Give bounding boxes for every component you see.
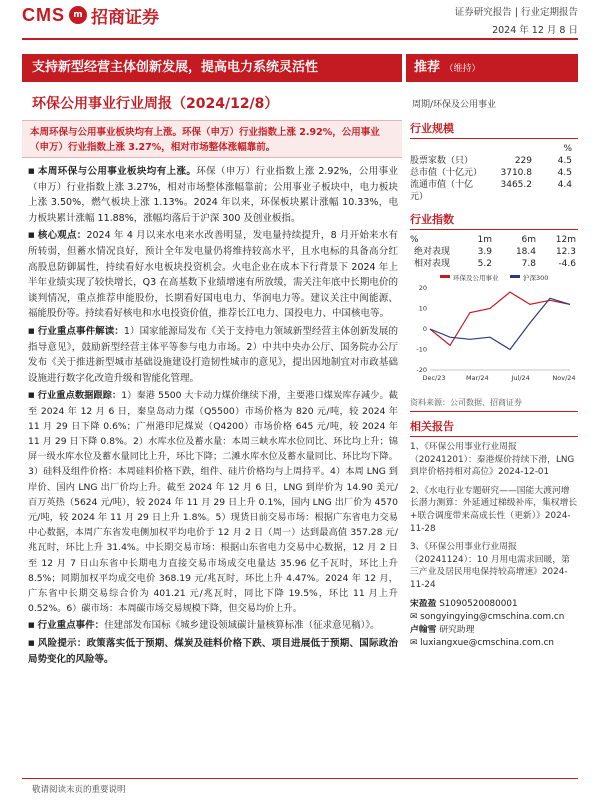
- related-reports: [410, 441, 578, 592]
- legend-swatch: [510, 275, 520, 278]
- paragraph-text: 政策落实低于预期、煤炭及硅料价格下跌、项目进展低于预期、国际政治局势变化的风险等。: [28, 637, 398, 665]
- legend-label: 环保及公用事业: [453, 274, 499, 282]
- report-type: 证券研究报告 | 行业定期报告: [454, 7, 578, 18]
- paragraph-text: 2024 年 4 月以来水电来水改善明显，发电量持续提升，8 月开始来水有所转弱，但蓄水情况良好，预计全年发电量仍将维持较高水平，且水电标的具备高分红高股息防御属性，持续看好水电板块投资机会。火电企业在成本下行背景下 2024 年上半年业绩实现了较快增长，Q3 在高基数下业绩增速有所放缓，需关注年底中长期电价的谈判情况，重点推荐申能股份，长期看好国电电力、华润电力等。建议关注中闽能源、福能股份等。持续看好核电和水电投资价值，推荐长江电力、国投电力、中国核电等。: [28, 230, 398, 320]
- related-title: 相关报告: [410, 418, 578, 437]
- chart-source: 资料来源：公司数据、招商证券: [410, 397, 578, 412]
- index-chart: [410, 272, 578, 392]
- index-header: %: [410, 235, 419, 245]
- analyst-email[interactable]: luxiangxue@cmschina.com.cn: [420, 637, 554, 648]
- legend-label: 沪深300: [523, 274, 549, 282]
- header-divider: [22, 38, 578, 40]
- mail-icon: ✉: [410, 611, 421, 622]
- paragraph-lead: 风险提示：: [37, 637, 87, 649]
- rating-band: [406, 54, 578, 82]
- paragraph-text: 1）国家能源局发布《关于支持电力领域新型经营主体创新发展的指导意见》，鼓励新型经营主体平等参与电力市场。2）中共中央办公厅、国务院办公厅发布《关于推进新型城市基础设施建设打造韧性城市的意见》，提出因地制宜对市政基础设施进行数字化改造升级和智能化管理。: [28, 325, 398, 384]
- rating-label: 推荐: [414, 60, 441, 75]
- analyst-role: 研究助理: [439, 624, 475, 635]
- scale-label: 总市值（十亿元）: [410, 168, 483, 178]
- main-body: [28, 164, 398, 669]
- scale-label: 流通市值（十亿元）: [410, 180, 474, 202]
- scale-title: 行业规模: [410, 120, 578, 139]
- index-row-label: 相对表现: [413, 259, 450, 269]
- paragraph-lead: 行业重点事件解读：: [37, 325, 124, 337]
- index-cell: 3.9: [477, 247, 492, 257]
- scale-pct: 4.4: [557, 180, 572, 190]
- report-date: 2024 年 12 月 8 日: [492, 25, 578, 36]
- index-cell: -4.6: [558, 259, 576, 269]
- index-header: 1m: [477, 235, 492, 245]
- y-tick-label: -10: [416, 345, 427, 354]
- paragraph-text: 环保（申万）行业指数上涨 2.92%，公用事业（申万）行业指数上涨 3.27%，相对市场整体涨幅靠前；公用事业子板块中，电力板块上涨 3.50%，燃气板块上涨 1.13%。2024 年以来，环保板块累计涨幅 10.33%，电力板块累计涨幅 11.88%，涨幅均落后于沪深 300 及创业板指。: [28, 166, 398, 224]
- legend-swatch: [440, 275, 450, 278]
- x-tick-label: Dec/23: [422, 374, 446, 382]
- x-tick-label: Nov/24: [552, 374, 576, 382]
- paragraph-text: 1）秦港 5500 大卡动力煤价继续下滑，主要港口煤炭库存减少。截至 2024 年 12 月 6 日，秦皇岛动力煤（Q5500）市场价格为 820 元/吨，较 2024 年 11 月 29 日下降 0.6%；广州港印尼煤炭（Q4200）市场价格 645 元/吨，较 2024 年 11 月 29 日下降 0.8%。2）水库水位及蓄水量：本周三峡水库水位同比、环比均上升；锦屏一级水库水位及蓄水量同比上升，环比下降；二滩水库水位及蓄水量同比、环比均下降。3）硅料及组件价格：本周硅料价格下跌，组件、硅片价格均与上周持平。4）本周 LNG 到岸价、国内 LNG 出厂价均上升。截至 2024 年 12 月 6 日，LNG 到岸价为 14.90 美元/百万英热（5624 元/吨），较 2024 年 11 月 29 日上升 0.1%，国内 LNG 出厂价为 4570 元/吨，较 2024 年 11 月 29 日上升 1.8%。5）现货日前交易市场：根据广东省电力交易中心数据，本周广东省发电侧加权平均电价于 12 月 2 日（周一）达到最高值 357.28 元/兆瓦时，环比上升 31.4%。中长期交易市场：根据山东省电力交易中心数据，12 月 2 日至 12 月 7 日山东省中长期电力直接交易市场成交电量达 35.96 亿千瓦时，环比上升 8.5%；同期加权平均成交电价 368.19 元/兆瓦时，环比上升 4.47%。2024 年 12 月，广东省中长期交易综合价为 401.21 元/兆瓦时，同比下降 19.5%，环比 11 月上升 0.52%。6）碳市场：本周碳市场交易规模下降，但交易均价上升。: [28, 390, 398, 615]
- headline-band: 支持新型经营主体创新发展，提高电力系统灵活性: [22, 54, 402, 82]
- paragraph-lead: 本周环保与公用事业板块均有上涨。: [38, 166, 197, 177]
- analyst-email[interactable]: songyingying@cmschina.com.cn: [420, 611, 565, 622]
- index-header: 12m: [555, 235, 576, 245]
- abstract: 本周环保与公用事业板块均有上涨。环保（申万）行业指数上涨 2.92%，公用事业（申万）行业指数上涨 3.27%，相对市场整体涨幅靠前。: [22, 120, 402, 158]
- footer-note: 敬请阅读末页的重要说明: [32, 785, 126, 795]
- paragraph: [28, 636, 398, 667]
- rating-note: （维持）: [444, 64, 481, 74]
- scale-table: [410, 143, 578, 203]
- index-row-label: 绝对表现: [413, 247, 450, 257]
- index-title: 行业指数: [410, 211, 578, 230]
- paragraph-lead: 行业重点事件：: [37, 620, 105, 632]
- scale-value: 3710.8: [500, 168, 532, 178]
- analyst-name: 宋盈盈: [410, 598, 437, 609]
- index-header: 6m: [521, 235, 536, 245]
- scale-value: 229: [514, 156, 532, 166]
- logo-text: CMS: [22, 4, 65, 25]
- scale-label: 股票家数（只）: [410, 156, 474, 166]
- scale-pct: 4.5: [557, 168, 572, 178]
- index-cell: 18.4: [515, 247, 536, 257]
- logo-mark-icon: m: [69, 6, 87, 24]
- category: 周期/环保及公用事业: [412, 100, 497, 110]
- y-tick-label: 20: [418, 284, 427, 292]
- related-item[interactable]: 3、《环保公用事业行业周报（20241124）：10 月用电需求回暖，第三产业及居民用电保持较高增速》2024-11-24: [410, 542, 570, 590]
- mail-icon: ✉: [410, 637, 421, 648]
- paragraph: [28, 324, 398, 386]
- scale-pct: 4.5: [557, 156, 572, 166]
- scale-value: 3465.2: [500, 180, 532, 190]
- y-tick-label: -20: [416, 366, 427, 374]
- footer-divider: [22, 778, 578, 779]
- index-cell: 7.8: [521, 259, 536, 269]
- y-tick-label: 0: [422, 325, 427, 333]
- paragraph: [28, 228, 398, 322]
- scale-pct-header: %: [563, 144, 572, 154]
- paragraph-lead: 行业重点数据跟踪：: [37, 390, 122, 402]
- related-item[interactable]: 1、《环保公用事业行业周报（20241201）：秦港煤价持续下滑，LNG 到岸价格持相对高位》2024-12-01: [410, 442, 575, 478]
- paragraph-text: 住建部发布国标《城乡建设领域碳计量核算标准（征求意见稿）》。: [104, 620, 380, 632]
- report-header: [0, 0, 600, 50]
- logo-cn-text: 招商证券: [91, 7, 159, 28]
- index-cell: 12.3: [555, 247, 576, 257]
- x-tick-label: Mar/24: [465, 374, 489, 382]
- y-tick-label: 10: [418, 304, 427, 313]
- analyst-name: 卢翰雪: [410, 624, 437, 635]
- sidebar: [410, 120, 578, 650]
- index-cell: 5.2: [477, 259, 492, 269]
- paragraph: [28, 618, 398, 634]
- paragraph: [28, 388, 398, 616]
- paragraph-lead: 核心观点：: [37, 230, 87, 242]
- index-table: [410, 234, 578, 270]
- analyst-contacts: [410, 598, 578, 650]
- x-tick-label: Jul/24: [511, 374, 530, 382]
- report-title: 环保公用事业行业周报（2024/12/8）: [32, 96, 279, 112]
- related-item[interactable]: 2、《水电行业专题研究——国能大渡河增长潜力测算：外延通过梯级补库，集权增长+联合调度带来高成长性（更新）》2024-11-28: [410, 485, 578, 534]
- cms-logo: [22, 4, 159, 26]
- paragraph: [28, 164, 398, 226]
- analyst-id: S1090520080001: [439, 598, 518, 609]
- series-line: [430, 298, 570, 349]
